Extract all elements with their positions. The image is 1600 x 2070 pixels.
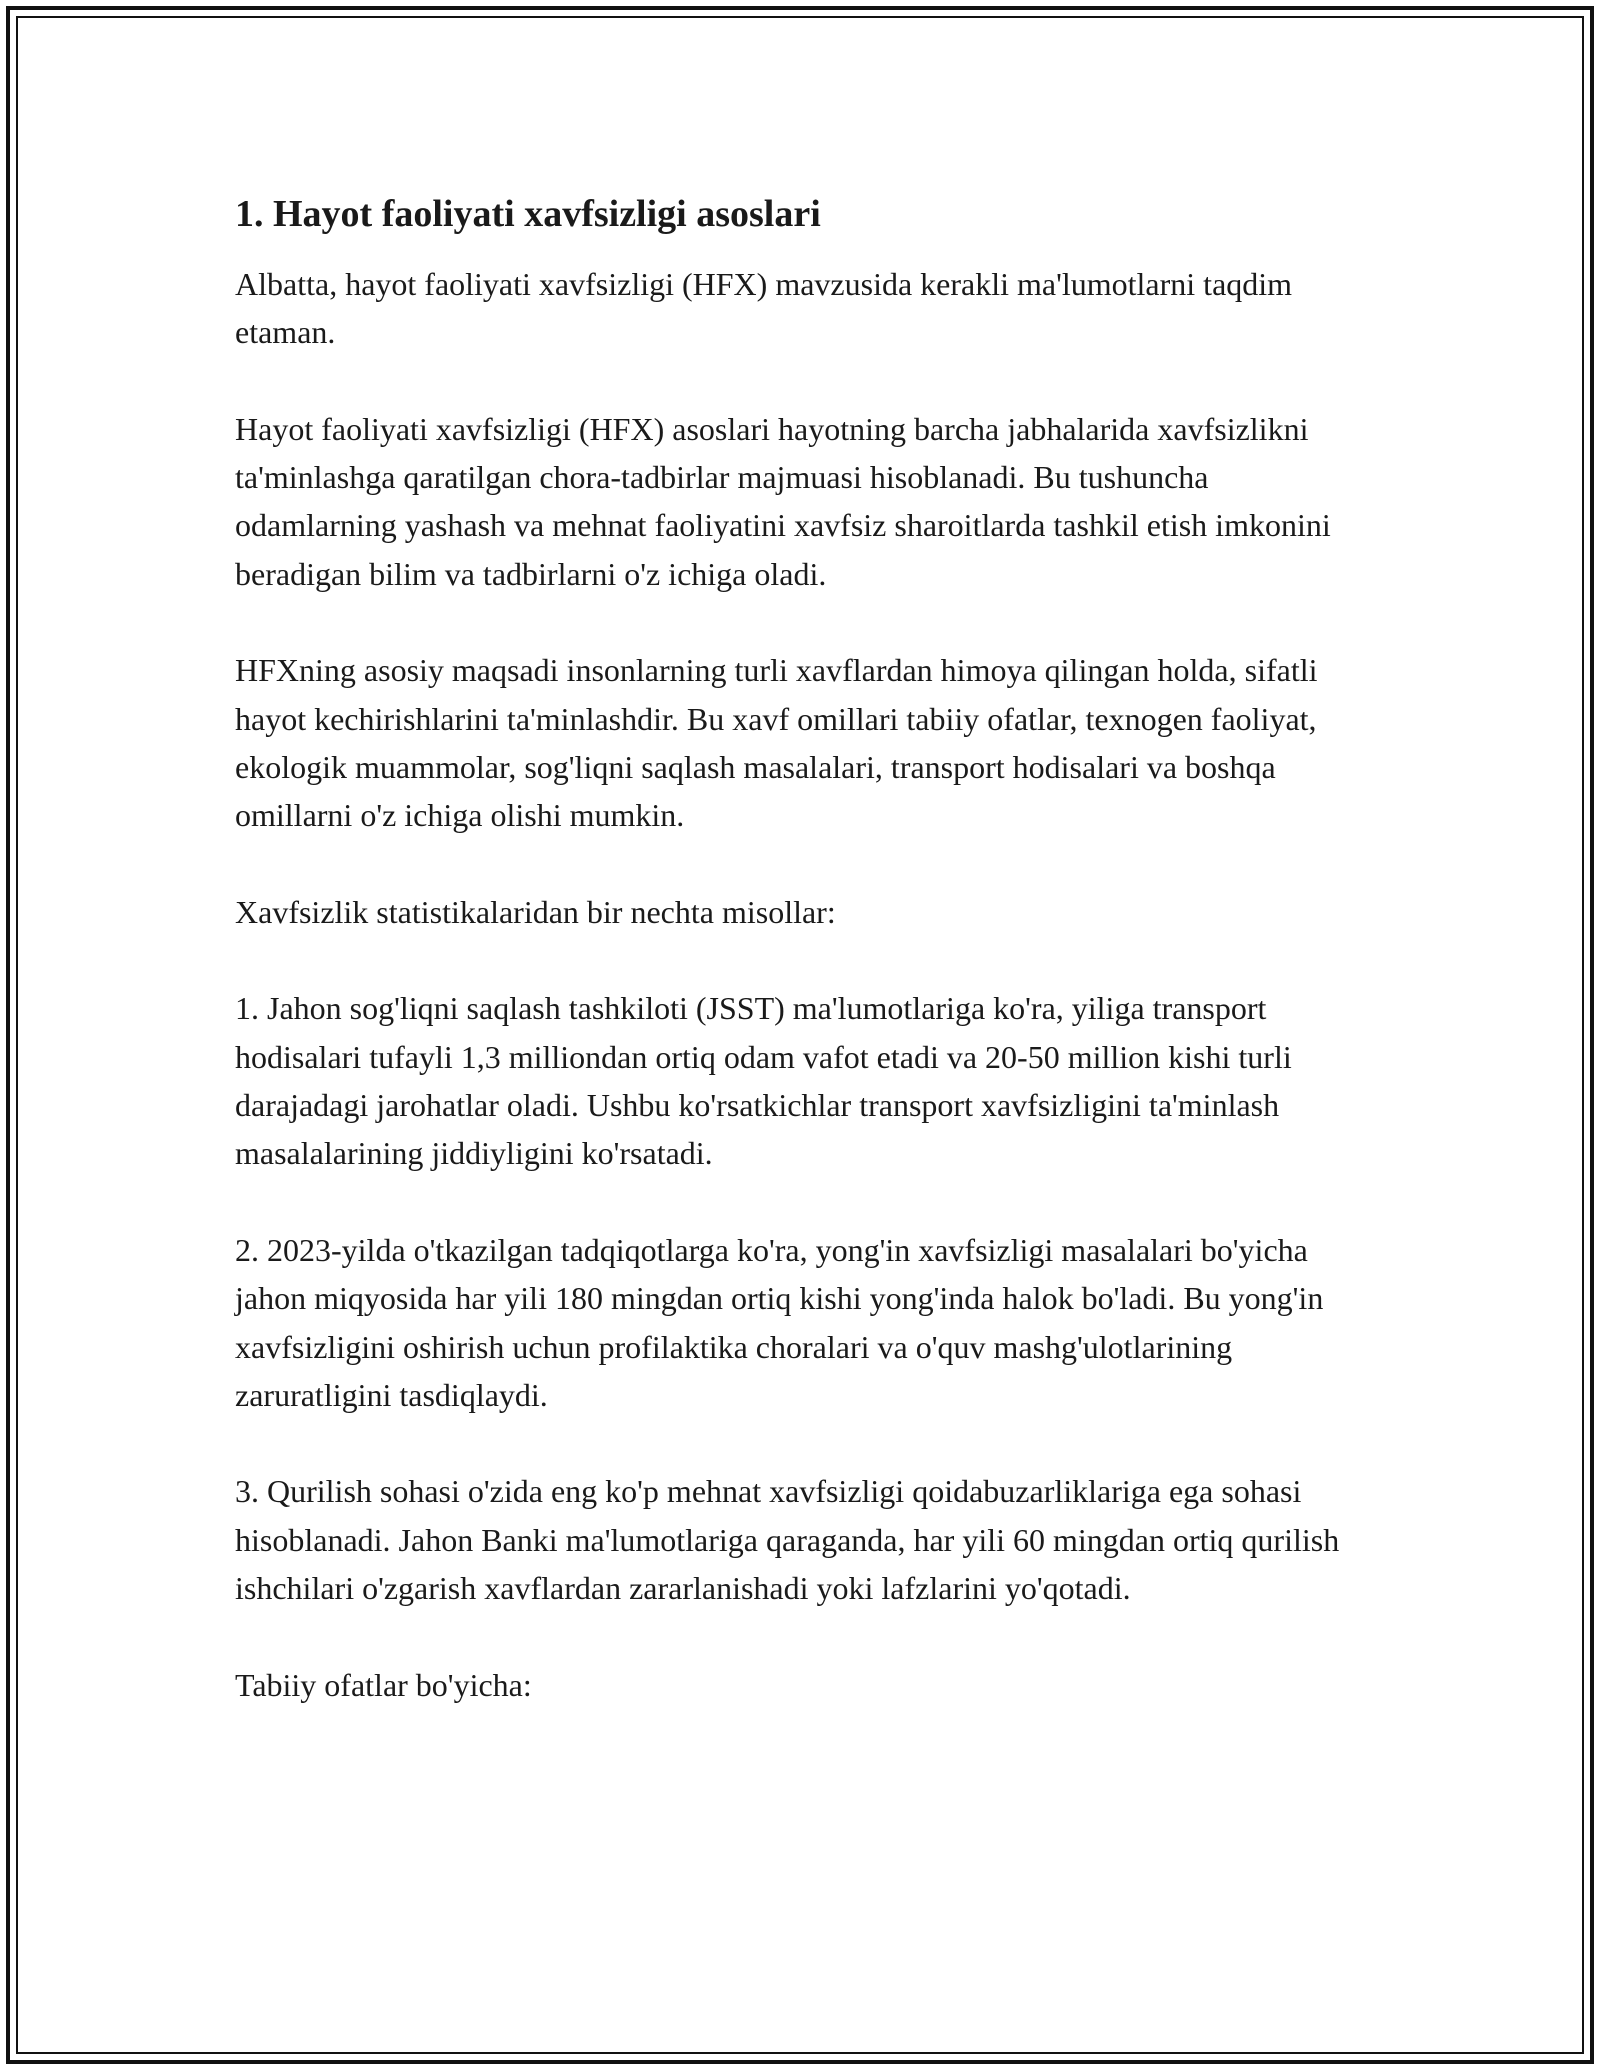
list-item-transport: 1. Jahon sog'liqni saqlash tashkiloti (JSST) ma'lumotlariga ko'ra, yiliga transport hodisalari tufayli 1,3 milliondan ortiq odam vafot etadi va 20-50 million kishi turli darajadagi jarohatlar oladi. Ushbu ko'rsatkichlar transport xavfsizligini ta'minlash masalalarining jiddiyligini ko'rsatadi. [235, 990, 1292, 1172]
paragraph-intro: Albatta, hayot faoliyati xavfsizligi (HFX) mavzusida kerakli ma'lumotlarni taqdim etaman. [235, 266, 1293, 351]
paragraph-definition: Hayot faoliyati xavfsizligi (HFX) asoslari hayotning barcha jabhalarida xavfsizlikni ta'minlashga qaratilgan chora-tadbirlar majmuasi hisoblanadi. Bu tushuncha odamlarning yashash va mehnat faoliyatini xavfsiz sharoitlarda tashkil etish imkonini beradigan bilim va tadbirlarni o'z ichiga oladi. [235, 410, 1331, 592]
paragraph-purpose: HFXning asosiy maqsadi insonlarning turli xavflardan himoya qilingan holda, sifatli hayot kechirishlarini ta'minlashdir. Bu xavf omillari tabiiy ofatlar, texnogen faoliyat, ekologik muammolar, sog'liqni saqlash masalalari, transport hodisalari va boshqa omillarni o'z ichiga olishi mumkin. [235, 652, 1318, 834]
document-title: 1. Hayot faoliyati xavfsizligi asoslari [235, 193, 821, 235]
paragraph-statistics-heading: Xavfsizlik statistikalaridan bir nechta misollar: [235, 893, 836, 930]
paragraph-natural-disasters: Tabiiy ofatlar bo'yicha: [235, 1666, 532, 1703]
list-item-fire: 2. 2023-yilda o'tkazilgan tadqiqotlarga ko'ra, yong'in xavfsizligi masalalari bo'yicha jahon miqyosida har yili 180 mingdan ortiq kishi yong'inda halok bo'ladi. Bu yong'in xavfsizligini oshirish uchun profilaktika choralari va o'quv mashg'ulotlarining zaruratligini tasdiqlaydi. [235, 1231, 1324, 1413]
list-item-construction: 3. Qurilish sohasi o'zida eng ko'p mehnat xavfsizligi qoidabuzarliklariga ega sohasi hisoblanadi. Jahon Banki ma'lumotlariga qaraganda, har yili 60 mingdan ortiq qurilish ishchilari o'zgarish xavflardan zararlanishadi yoki lafzlarini yo'qotadi. [235, 1473, 1340, 1607]
document-body [235, 190, 1375, 1709]
